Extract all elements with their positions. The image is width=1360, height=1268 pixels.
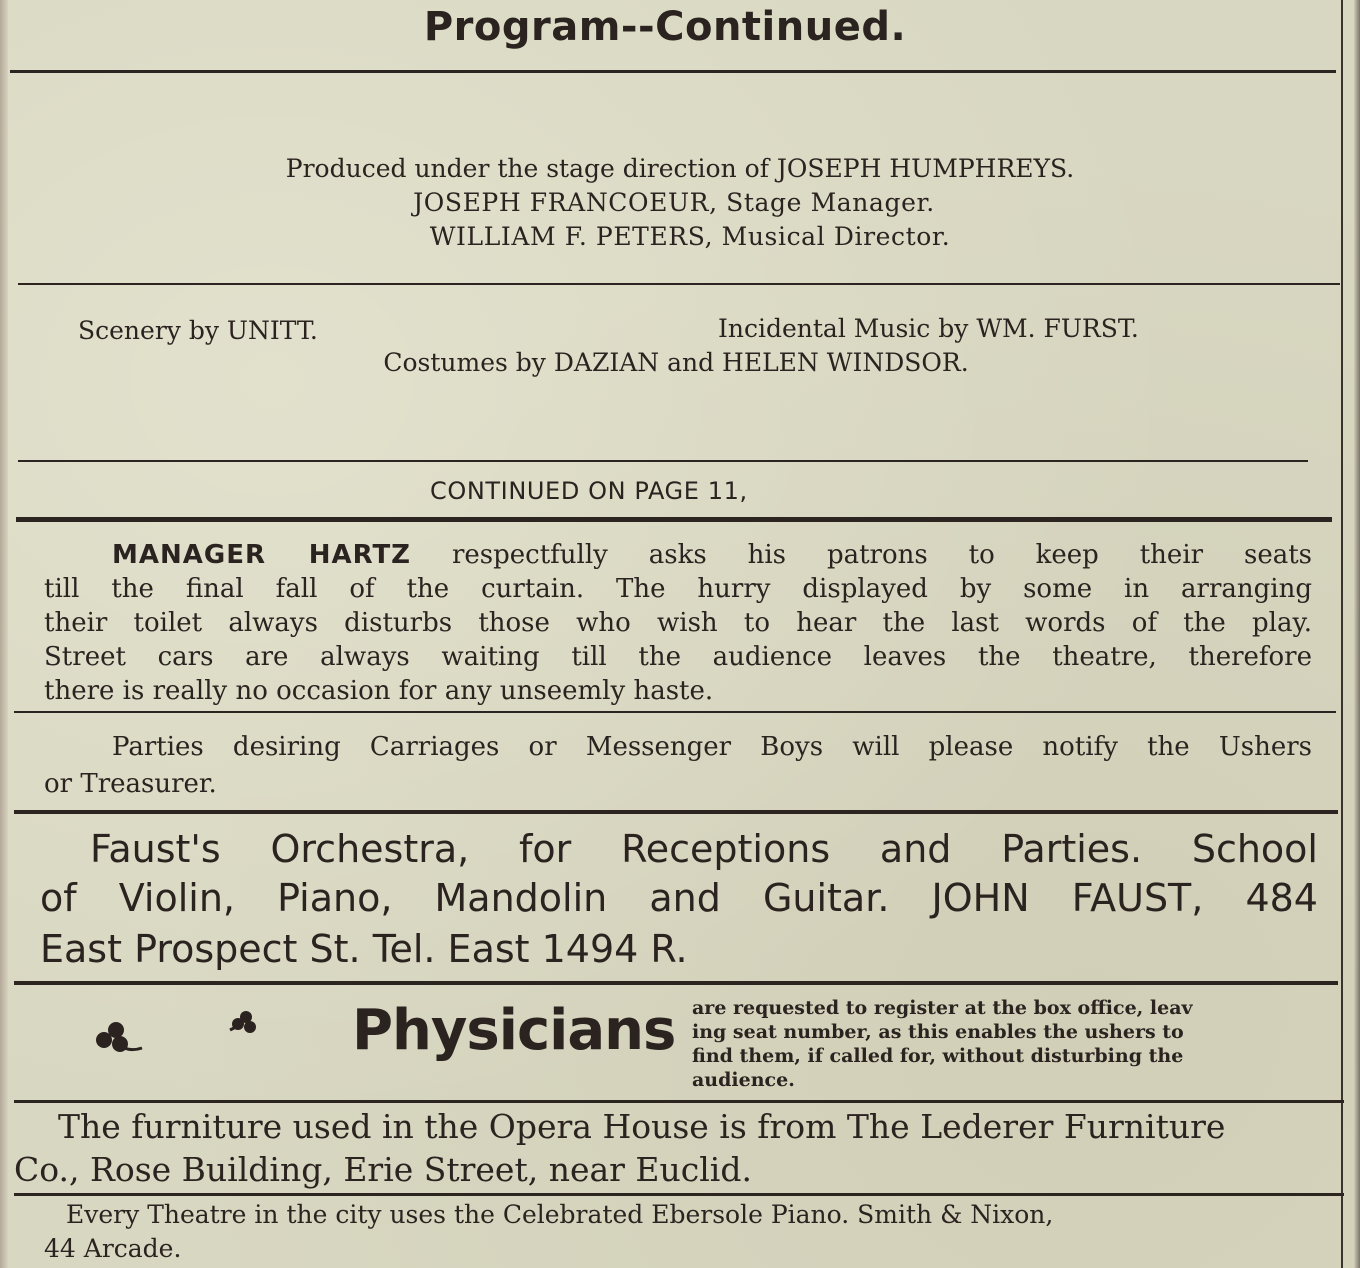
physicians-text-line: ing seat number, as this enables the ushers to	[692, 1021, 1184, 1043]
credit-musical-director: WILLIAM F. PETERS, Musical Director.	[429, 222, 951, 251]
piano-ad-line: 44 Arcade.	[44, 1234, 182, 1263]
divider	[14, 1100, 1344, 1103]
clover-ornament-icon	[90, 1018, 150, 1058]
credit-incidental-music: Incidental Music by WM. FURST.	[718, 314, 1139, 343]
credit-costumes: Costumes by DAZIAN and HELEN WINDSOR.	[383, 348, 969, 377]
credit-scenery: Scenery by UNITT.	[78, 316, 318, 345]
credit-stage-manager: JOSEPH FRANCOEUR, Stage Manager.	[413, 188, 935, 217]
divider	[18, 460, 1308, 462]
manager-notice-line: their toilet always disturbs those who wish to hear the last words of the play.	[44, 608, 1312, 638]
physicians-text-line: find them, if called for, without disturbing the	[692, 1045, 1184, 1067]
divider	[14, 711, 1336, 713]
clover-ornament-icon	[226, 1008, 270, 1038]
divider	[10, 70, 1336, 73]
divider	[18, 283, 1340, 285]
physicians-heading: Physicians	[352, 998, 676, 1063]
faust-ad-line: Faust's Orchestra, for Receptions and Parties. School	[90, 827, 1318, 871]
manager-notice-line	[112, 538, 1312, 572]
faust-ad-line: of Violin, Piano, Mandolin and Guitar. JOHN FAUST, 484	[40, 876, 1318, 920]
piano-ad-line: Every Theatre in the city uses the Celebrated Ebersole Piano. Smith & Nixon,	[66, 1200, 1054, 1229]
manager-name: MANAGER HARTZ	[112, 540, 412, 570]
continued-notice: CONTINUED ON PAGE 11,	[430, 477, 748, 505]
page-title: Program--Continued.	[423, 4, 907, 50]
manager-notice-line: there is really no occasion for any unseemly haste.	[44, 676, 714, 706]
credit-direction: Produced under the stage direction of JOSEPH HUMPHREYS.	[285, 154, 1075, 183]
manager-notice-line: till the final fall of the curtain. The hurry displayed by some in arranging	[44, 574, 1312, 604]
carriage-notice-line: Parties desiring Carriages or Messenger Boys will please notify the Ushers	[112, 732, 1312, 762]
manager-notice-text: respectfully asks his patrons to keep their seats	[451, 540, 1312, 570]
carriage-notice-line: or Treasurer.	[44, 769, 217, 799]
faust-ad-line: East Prospect St. Tel. East 1494 R.	[40, 927, 688, 971]
physicians-text-line: are requested to register at the box office, leav	[692, 997, 1193, 1019]
divider-thick	[16, 517, 1332, 522]
page-right-edge	[1354, 0, 1360, 1268]
furniture-ad-line: The furniture used in the Opera House is from The Lederer Furniture	[58, 1107, 1226, 1146]
divider-thick	[14, 981, 1338, 985]
furniture-ad-line: Co., Rose Building, Erie Street, near Euclid.	[14, 1150, 752, 1189]
physicians-text-line: audience.	[692, 1069, 795, 1091]
divider-thick	[14, 810, 1338, 814]
manager-notice-line: Street cars are always waiting till the audience leaves the theatre, therefore	[44, 642, 1312, 672]
divider	[14, 1193, 1344, 1196]
